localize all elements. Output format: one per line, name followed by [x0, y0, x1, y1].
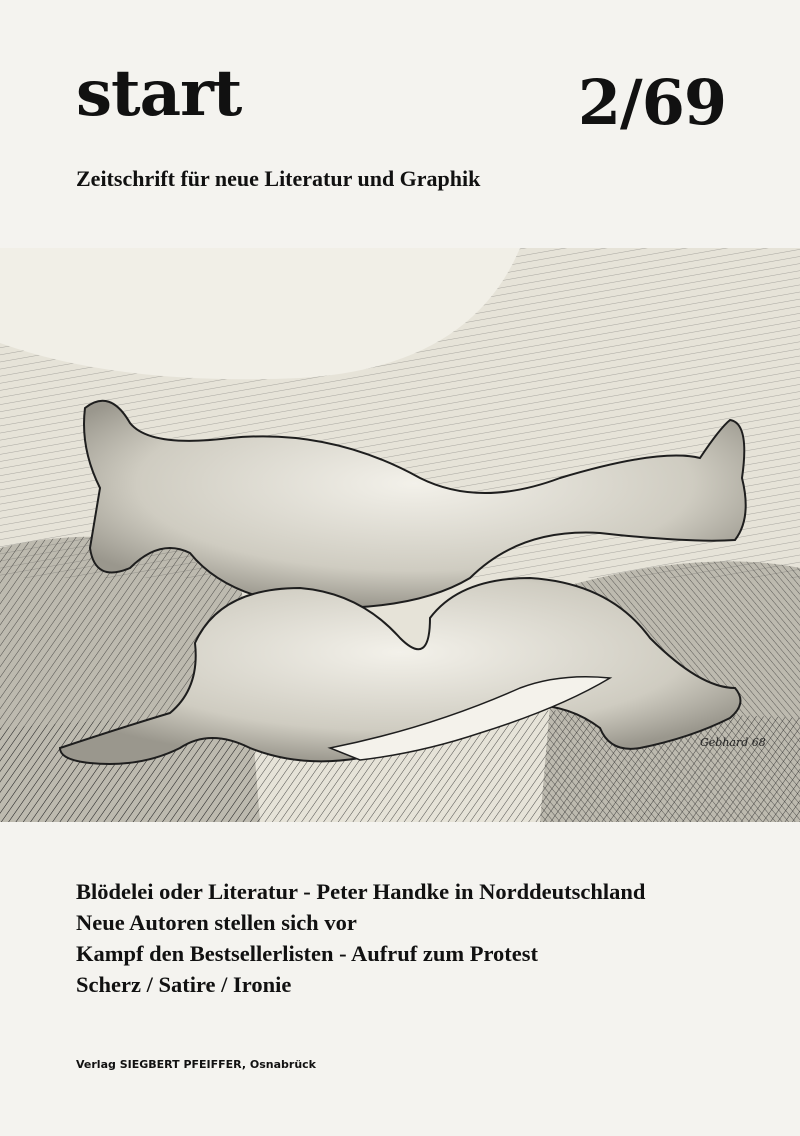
cover-illustration: [0, 248, 800, 822]
headline-list: [76, 876, 645, 1000]
headline-item: Neue Autoren stellen sich vor: [76, 910, 357, 935]
artist-signature: Gebhard 68: [700, 736, 766, 749]
headline-item: Scherz / Satire / Ironie: [76, 972, 292, 997]
headline-item: Blödelei oder Literatur - Peter Handke in Norddeutschland: [76, 879, 646, 904]
publisher-line: Verlag SIEGBERT PFEIFFER, Osnabrück: [76, 1058, 316, 1071]
magazine-subtitle: Zeitschrift für neue Literatur und Graphik: [76, 166, 481, 191]
issue-number: 2/69: [577, 66, 726, 139]
magazine-title: start: [76, 56, 242, 131]
headline-item: Kampf den Bestsellerlisten - Aufruf zum Protest: [76, 941, 539, 966]
